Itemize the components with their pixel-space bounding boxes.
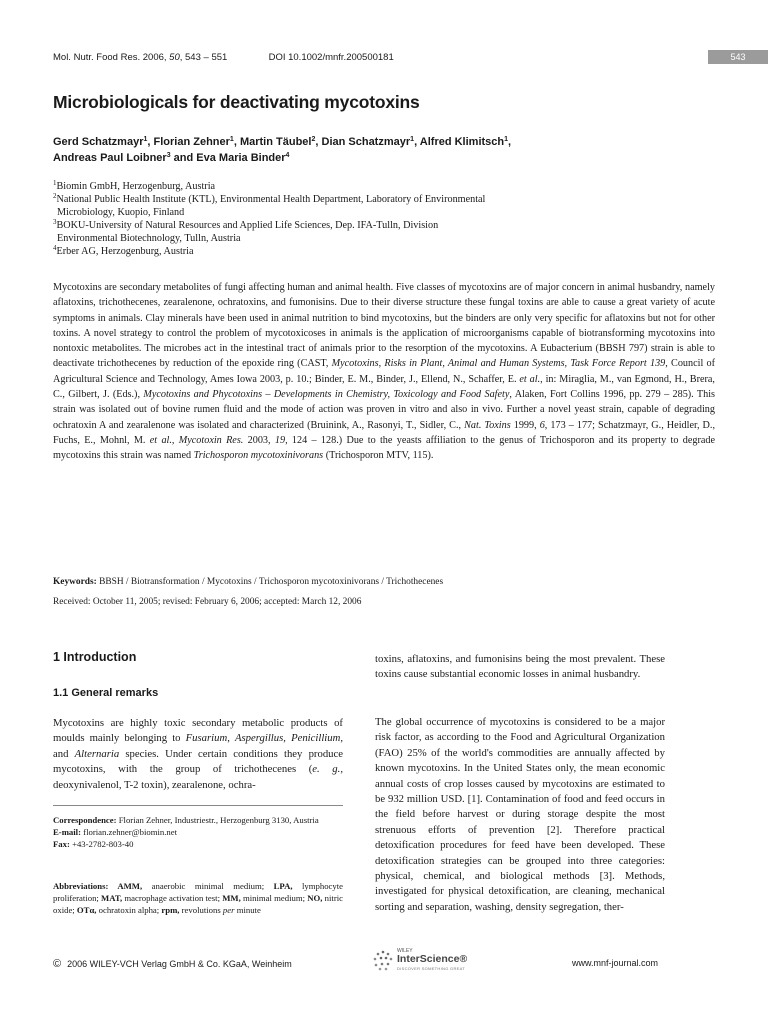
left-column-text [53,716,343,793]
text-run: Mycotoxins and Phycotoxins – Developments in Chemistry, Toxicology and Food Safety [143,389,510,401]
text-run: 6 [539,419,545,431]
text-run: Aspergillus [234,732,284,745]
footer-copyright [53,958,292,970]
section-heading-introduction: 1 Introduction [53,650,137,664]
text-run: revolutions [179,905,223,916]
text-run: minute [234,905,261,916]
text-run: , Alaken, Fort Collins 1996, pp. 279 – 285). This strain was isolated out of bovine rumen fluid and the mode of action was proven in vitro and also in vivo. Further a novel yeast strain, capable of degrading ochratoxin A and zearalenone was isolated and characterized (Bruinink, A., Rasonyi, T., Sidler, C., [53,389,715,431]
text-run: lymphocyte proliferation; [53,881,344,904]
text-run: 1999, [510,419,540,431]
correspondence-text: Florian Zehner, Industriestr., Herzogenburg 3130, Austria [116,815,319,825]
affiliation-line [53,245,613,258]
affiliation-line [53,193,613,206]
affiliation-text: Environmental Biotechnology, Tulln, Austria [57,233,241,244]
text-run: 19 [274,434,286,446]
logo-interscience-text: InterScience® [397,953,468,965]
affiliation-marker: 3 [53,218,57,226]
text-run: Mycotoxin Res. [178,434,244,446]
author-name: Gerd Schatzmayr [53,136,144,148]
fax-number: +43-2782-803-40 [69,839,134,850]
text-run: , 124 – 128.) Due to the yeasts affiliation to the genus of Trichosporon and its property to degrade mycotoxins this strain was named [53,434,716,462]
correspondence-note [53,814,343,851]
text-run: , deoxynivalenol, T-2 toxin), zearalenone, ochra- [53,763,343,791]
article-title: Microbiologicals for deactivating mycotoxins [53,92,420,112]
copyright-text: 2006 WILEY-VCH Verlag GmbH & Co. KGaA, Weinheim [67,959,292,969]
text-run: Mycotoxins, Risks in Plant, Animal and Human Systems, Task Force Report 139 [331,358,666,370]
author-affiliation-marker: 3 [166,152,171,159]
author-list: Gerd Schatzmayr$^1$, Florian Zehner$^1$, Martin Täubel$^2$, Dian Schatzmayr$^1$, Alfred Klimitsch$^1$, Andreas Paul Loibner$^3$ and Eva Maria Binder$^4$ [53,136,512,164]
text-run: 2003, [243,434,275,446]
author-affiliation-marker: 1 [410,136,415,143]
affiliation-line [53,219,613,232]
text-run: Penicillium [291,732,341,745]
author-name: Florian Zehner [153,136,230,148]
author-affiliation-marker: 1 [504,136,509,143]
text-run: , [283,732,292,745]
text-run: ochratoxin alpha; [96,905,162,916]
text-run: LPA, [273,881,293,891]
email-label: E-mail: [53,827,81,838]
affiliation-text: Biomin GmbH, Herzogenburg, Austria [56,181,216,192]
author-name: Martin Täubel [239,136,312,148]
text-run: Fusarium [185,732,228,745]
text-run: , Council of Agricultural Science and Technology, Ames Iowa 2003, p. 10.; Binder, E. M., Binder, J., Ellend, N., Schaffer, E. [53,358,716,385]
email-address[interactable]: florian.zehner@biomin.net [81,827,178,838]
logo-tagline: DISCOVER SOMETHING GREAT [397,966,466,971]
fax-label: Fax: [53,839,70,850]
logo-wiley-text: WILEY [397,948,413,954]
globe-dots-icon [372,949,394,973]
text-run: Nat. Toxins [464,419,511,431]
text-run: rpm, [161,905,180,916]
text-run: et al. [149,434,172,446]
journal-volume: 50 [169,52,180,63]
journal-citation: Mol. Nutr. Food Res. 2006, [53,52,170,63]
affiliation-text: BOKU-University of Natural Resources and Applied Life Sciences, Dep. IFA-Tulln, Division [56,220,439,231]
text-run: (Trichosporon MTV, 115). [323,450,434,462]
keywords-label: Keywords: [53,577,97,587]
copyright-symbol: © [53,958,62,970]
affiliation-marker: 2 [53,192,57,200]
keywords-text: BBSH / Biotransformation / Mycotoxins / Trichosporon mycotoxinivorans / Trichothecenes [96,577,444,587]
text-run: , and [53,732,344,760]
author-affiliation-marker: 1 [143,136,148,143]
text-run: Alternaria [74,747,120,760]
correspondence-label: Correspondence: [53,815,117,825]
subsection-heading-general-remarks: 1.1 General remarks [53,687,159,699]
text-run: anaerobic minimal medium; [142,881,274,891]
text-run: et al. [519,373,541,385]
running-header [53,52,394,63]
text-run: MAT, [101,893,123,904]
text-run: NO, [307,893,323,904]
text-run: per [222,905,235,916]
right-column-paragraph-2: The global occurrence of mycotoxins is considered to be a major risk factor, as according to the Food and Agricultural Organization (FAO) 25% of the world's commodities are annually affected by known mycotoxins. In the United States only, the mean economic annual costs of crop losses caused by mycotoxins are estimated to be 932 million USD. [1]. Contamination of food and feed occurs in the field before harvest or during storage despite the most strenuous efforts of prevention [2]. Therefore practical detoxification procedures for feed have been developed. These detoxification strategies can be grouped into three categories: physical, chemical, and biological methods [3]. Methods, investigated for physical detoxification, are cleaning, mechanical sorting and separation, washing, density segregation, ther- [375,716,665,913]
abbreviations-note [53,880,343,917]
journal-url[interactable]: www.mnf-journal.com [572,958,659,968]
received-dates: Received: October 11, 2005; revised: February 6, 2006; accepted: March 12, 2006 [53,597,362,607]
journal-pages: , 543 – 551 [179,52,228,63]
affiliation-line [53,180,613,193]
interscience-logo[interactable] [372,948,482,974]
text-run: minimal medium; [240,893,308,904]
text-run: , [227,732,235,745]
text-run: macrophage activation test; [122,893,223,904]
affiliation-marker: 1 [53,179,57,187]
author-affiliation-marker: 1 [229,136,234,143]
abstract [53,280,715,464]
author-affiliation-marker: 2 [311,136,316,143]
text-run: nitric oxide; [53,893,343,916]
doi: DOI 10.1002/mnfr.200500181 [268,52,394,63]
text-run: MM, [222,893,241,904]
author-name: Alfred Klimitsch [419,136,505,148]
text-run: species. Under certain conditions they produce mycotoxins, with the group of trichothecenes ( [53,747,344,776]
text-run: Abbreviations: AMM, [53,881,143,891]
author-name: Eva Maria Binder [196,152,286,164]
affiliation-text: Microbiology, Kuopio, Finland [57,207,185,218]
text-run: Mycotoxins are secondary metabolites of fungi affecting human and animal health. Five classes of mycotoxins are of major concern in animal husbandry, namely aflatoxins, trichothecenes, zearalenone, ochratoxins, and fumonisins. Due to their diverse structure these fungal toxins are able to cause a great variety of acute symptoms in animals. Clay minerals have been used in animal nutrition to bind mycotoxins, but the binders are only very specific for aflatoxins but not for other toxins. A novel strategy to control the problem of mycotoxicoses in animals is the application of microorganisms capable of biotransforming mycotoxins into nontoxic metabolites. The microbes act in the intestinal tract of animals prior to the resorption of the mycotoxins. A Eubacterium (BBSH 797) strain is able to deactivate trichothecenes by reduction of the epoxide ring (CAST, [53,282,715,370]
author-name: Andreas Paul Loibner [53,152,167,164]
page-number-tab: 543 [708,50,768,64]
keywords [53,577,715,587]
text-run: , [171,434,179,446]
affiliation-text: Erber AG, Herzogenburg, Austria [56,246,194,257]
author-affiliation-marker: 4 [285,152,290,159]
text-run: OTα, [76,905,97,916]
affiliation-line [53,232,613,245]
affiliations [53,180,613,258]
footnote-divider [53,805,343,806]
author-name: Dian Schatzmayr [321,136,411,148]
text-run: , in: Miraglia, M., van Egmond, H., Brera, C., Gilbert, J. (Eds.), [53,373,715,401]
text-run: e. g. [312,763,341,776]
affiliation-line [53,206,613,219]
text-run: , 173 – 177; Schatzmayr, G., Heidler, D., Fuchs, E., Mohnl, M. [53,419,715,446]
text-run: Trichosporon mycotoxinivorans [193,450,324,462]
affiliation-text: National Public Health Institute (KTL), Environmental Health Department, Laboratory of Environmental [56,194,486,205]
affiliation-marker: 4 [53,244,57,252]
right-column-paragraph-1: toxins, aflatoxins, and fumonisins being the most prevalent. These toxins cause substantial economic losses in animal husbandry. [375,653,665,681]
text-run: Mycotoxins are highly toxic secondary metabolic products of moulds mainly belonging to [53,717,343,745]
